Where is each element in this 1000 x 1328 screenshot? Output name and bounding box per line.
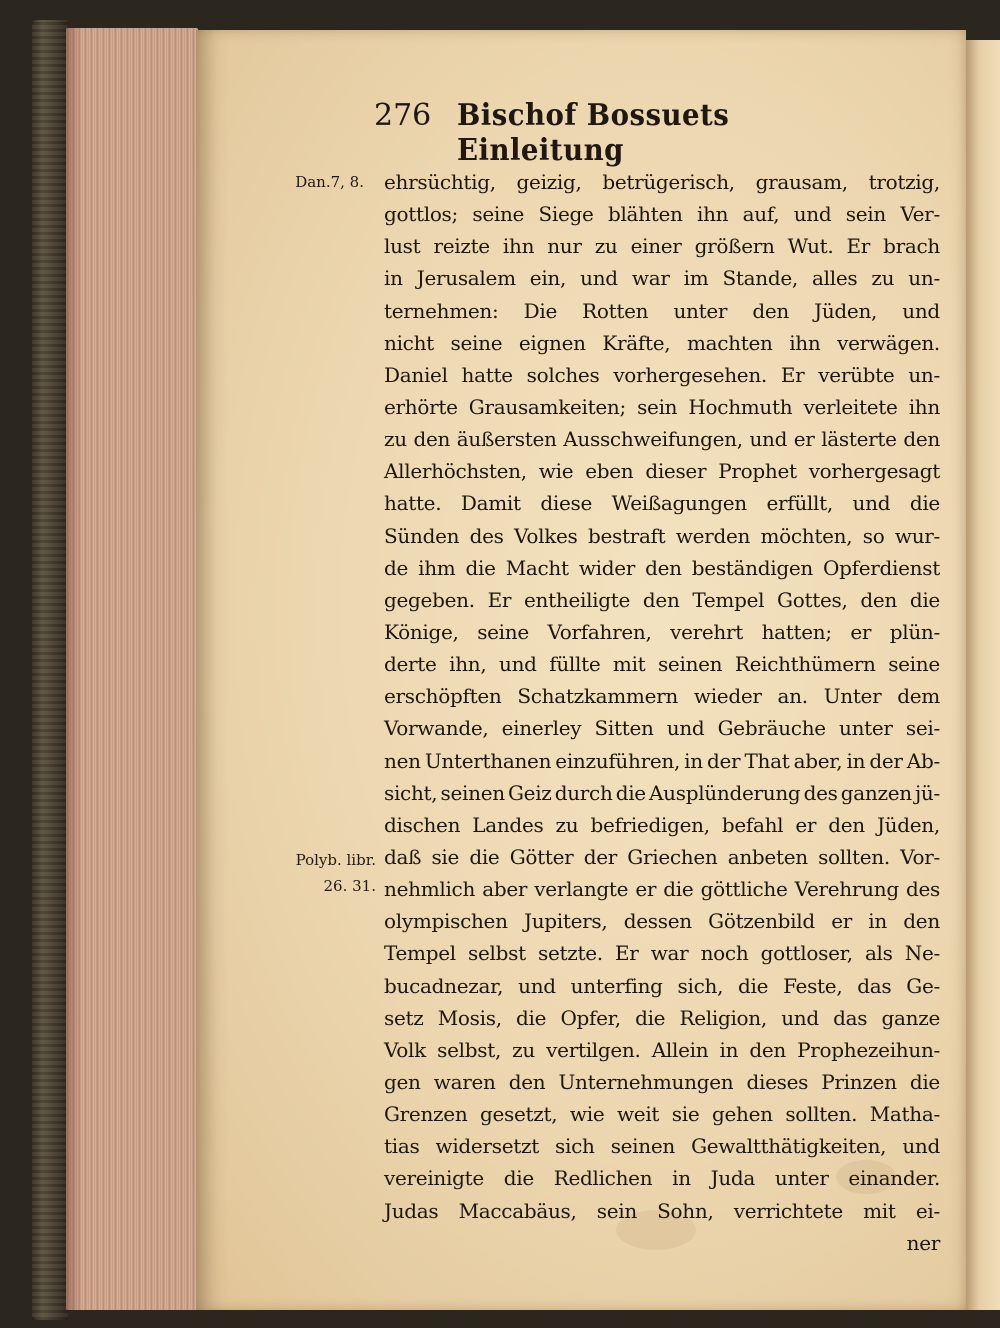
word: entheiligte: [524, 587, 631, 612]
word: ganzen: [840, 780, 912, 805]
word: war: [650, 941, 689, 966]
word: füllte: [549, 652, 601, 677]
word: erschöpften: [384, 684, 502, 709]
word: sei-: [905, 716, 940, 741]
word: sich: [555, 1134, 595, 1159]
word: Religion,: [679, 1005, 767, 1030]
text-line: [384, 1195, 940, 1227]
word: Prinzen: [821, 1069, 897, 1094]
word: anbeten: [727, 844, 808, 869]
word: Jüden,: [876, 812, 940, 837]
word: grausam,: [755, 170, 848, 194]
word: Allerhöchsten,: [384, 459, 527, 484]
word: wider: [578, 555, 636, 580]
word: die: [615, 780, 646, 805]
text-line: [384, 552, 940, 584]
text-line: [384, 648, 940, 680]
word: er: [831, 909, 852, 934]
word: gottlos;: [384, 202, 458, 227]
word: und: [749, 427, 788, 452]
word: Rotten: [582, 298, 649, 323]
word: einer: [630, 234, 682, 259]
word: dieser: [645, 459, 707, 484]
word: sie: [671, 1102, 700, 1127]
word: den: [828, 812, 865, 837]
word: des: [469, 523, 504, 548]
word: vertilgen.: [546, 1037, 641, 1062]
word: den: [749, 1037, 786, 1062]
word: den: [645, 555, 682, 580]
text-line: [384, 1066, 940, 1098]
word: Unterthanen: [424, 748, 552, 773]
word: verleitete: [803, 394, 898, 419]
word: zu: [555, 812, 579, 837]
word: setz: [384, 1005, 424, 1030]
word: gesetzt,: [480, 1102, 558, 1127]
word: hatten;: [761, 619, 832, 644]
word: nehmlich: [384, 877, 476, 902]
word: so: [862, 523, 885, 548]
word: widersetzt: [435, 1134, 539, 1159]
word: Ver-: [900, 202, 940, 227]
word: Prophet: [718, 459, 797, 484]
word: eben: [585, 459, 634, 484]
word: bucadnezar,: [384, 973, 504, 998]
text-line: [384, 520, 940, 552]
text-line: [384, 777, 940, 809]
word: erfüllt,: [766, 491, 833, 516]
text-line: [384, 745, 940, 777]
word: befahl: [721, 812, 784, 837]
book-cover-edge: [32, 20, 68, 1320]
word: Hochmuth: [688, 394, 793, 419]
word: an.: [777, 684, 808, 709]
word: unter: [673, 298, 728, 323]
word: tias: [384, 1134, 420, 1159]
text-line: [384, 809, 940, 841]
facing-page-edge: [966, 40, 1000, 1310]
word: Allein: [651, 1037, 709, 1062]
word: mit: [863, 1198, 896, 1223]
text-line: [384, 166, 940, 198]
word: Verehrung: [794, 877, 899, 902]
word: seine: [477, 619, 529, 644]
word: den: [413, 427, 451, 452]
word: der: [583, 844, 618, 869]
word: Ge-: [906, 973, 940, 998]
margin-note-polybius: [272, 847, 376, 899]
word: noch: [700, 941, 749, 966]
text-line: [384, 327, 940, 359]
word: Judas: [384, 1198, 439, 1223]
word: Daniel: [384, 362, 448, 387]
word: Wut.: [787, 234, 834, 259]
word: de: [384, 555, 409, 580]
word: plün-: [889, 619, 940, 644]
word: ein,: [529, 266, 567, 291]
word: setzte.: [537, 941, 603, 966]
text-line: [384, 873, 940, 905]
word: sich,: [677, 973, 724, 998]
text-line: [384, 262, 940, 294]
word: seine: [888, 652, 940, 677]
text-line: [384, 584, 940, 616]
word: und: [781, 1005, 819, 1030]
word: reizte: [433, 234, 490, 259]
word: blähten: [607, 202, 683, 227]
word: geizig,: [516, 170, 582, 194]
word: Matha-: [869, 1102, 940, 1127]
word: nur: [547, 234, 582, 259]
word: seinen: [657, 652, 723, 677]
text-line: [384, 616, 940, 648]
word: als: [864, 941, 893, 966]
word: aber: [482, 877, 528, 902]
word: zu: [594, 234, 618, 259]
word: wieder: [693, 684, 762, 709]
word: Weißagungen: [611, 491, 747, 516]
word: und: [499, 652, 537, 677]
word: und: [666, 716, 705, 741]
word: er: [795, 812, 817, 837]
word: den: [642, 587, 680, 612]
word: Maccabäus,: [458, 1198, 577, 1223]
text-line: [384, 937, 940, 969]
word: die: [503, 1166, 534, 1191]
word: bestraft: [587, 523, 666, 548]
word: weit: [616, 1102, 660, 1127]
text-line: [384, 970, 940, 1002]
word: den: [860, 587, 897, 612]
word: Jerusalem: [416, 266, 516, 291]
word: gottloser,: [760, 941, 853, 966]
word: Gewaltthätigkeiten,: [691, 1134, 887, 1159]
word: verwägen.: [837, 330, 940, 355]
word: Er: [846, 234, 871, 259]
word: zu: [871, 266, 895, 291]
word: waren: [433, 1069, 496, 1094]
word: in: [672, 1166, 691, 1191]
word: in: [719, 1037, 739, 1062]
word: Macht: [505, 555, 569, 580]
word: Gebräuche: [717, 716, 826, 741]
word: größern: [694, 234, 775, 259]
word: Mosis,: [437, 1005, 502, 1030]
word: dieses: [746, 1069, 809, 1094]
word: zu: [384, 427, 407, 452]
word: seinen: [440, 780, 505, 805]
word: Jüden,: [814, 298, 878, 323]
word: beständigen: [691, 555, 813, 580]
word: sicht,: [384, 780, 438, 805]
text-line: [384, 680, 940, 712]
word: betrügerisch,: [602, 170, 735, 194]
word: Er: [487, 587, 512, 612]
word: Sünden: [384, 523, 460, 548]
word: Grausamkeiten;: [468, 394, 626, 419]
word: Ausschweifungen,: [563, 427, 743, 452]
word: Damit: [460, 491, 521, 516]
word: Vor-: [900, 844, 940, 869]
word: und: [902, 1134, 940, 1159]
word: äußersten: [456, 427, 557, 452]
word: Griechen: [627, 844, 718, 869]
margin-note-line: Polyb. libr.: [295, 851, 376, 869]
word: seine: [450, 330, 503, 355]
word: ihm: [418, 555, 456, 580]
word: wie: [569, 1102, 605, 1127]
word: die: [909, 491, 940, 516]
word: Die: [523, 298, 557, 323]
word: hatte.: [384, 491, 442, 516]
word: Ne-: [904, 941, 940, 966]
word: That: [744, 748, 790, 773]
text-line: [384, 1162, 940, 1194]
word: in: [384, 266, 403, 291]
word: solches: [526, 362, 600, 387]
word: des: [803, 780, 838, 805]
word: Schatzkammern: [517, 684, 678, 709]
text-line: [384, 230, 940, 262]
word: Gottes,: [777, 587, 848, 612]
word: Stande,: [722, 266, 798, 291]
word: sein: [637, 394, 678, 419]
word: gehen: [711, 1102, 773, 1127]
word: dischen: [384, 812, 461, 837]
word: Vorfahren,: [547, 619, 652, 644]
text-line: [384, 487, 940, 519]
word: ternehmen:: [384, 298, 499, 323]
word: ihn: [697, 202, 729, 227]
word: und: [902, 298, 940, 323]
word: die: [516, 1005, 547, 1030]
text-line: [384, 1034, 940, 1066]
word: vorhergesehen.: [613, 362, 767, 387]
word: der: [707, 748, 741, 773]
word: ihn: [908, 394, 940, 419]
word: verehrt: [670, 619, 744, 644]
word: möchten,: [760, 523, 853, 548]
word: und: [518, 973, 556, 998]
word: die: [909, 1069, 940, 1094]
word: machten: [686, 330, 773, 355]
word: die: [465, 555, 496, 580]
page-number: 276: [374, 98, 432, 133]
text-line: [384, 198, 940, 230]
word: dem: [897, 684, 940, 709]
word: un-: [908, 362, 940, 387]
word: vorhergesagt: [808, 459, 940, 484]
word: erhörte: [384, 394, 458, 419]
word: Ausplünderung: [649, 780, 801, 805]
word: lust: [384, 234, 421, 259]
word: er: [793, 427, 815, 452]
word: göttliche: [700, 877, 788, 902]
word: das: [857, 973, 892, 998]
word: Opferdienst: [823, 555, 940, 580]
word: des: [905, 877, 940, 902]
word: Könige,: [384, 619, 459, 644]
word: sie: [431, 844, 460, 869]
word: ei-: [915, 1198, 940, 1223]
word: Volkes: [514, 523, 578, 548]
word: sein: [845, 202, 886, 227]
word: Unternehmungen: [558, 1069, 734, 1094]
text-line: [384, 841, 940, 873]
word: befriedigen,: [590, 812, 710, 837]
word: Kräfte,: [602, 330, 671, 355]
word: Juda: [710, 1166, 756, 1191]
word: olympischen: [384, 909, 508, 934]
word: den: [752, 298, 789, 323]
word: nen: [384, 748, 421, 773]
word: in: [684, 748, 703, 773]
word: nicht: [384, 330, 434, 355]
word: einzuführen,: [555, 748, 681, 773]
word: sein: [596, 1198, 637, 1223]
word: Ab-: [906, 748, 940, 773]
word: durch: [554, 780, 613, 805]
word: Feste,: [783, 973, 843, 998]
word: einerley: [501, 716, 582, 741]
word: unterfing: [570, 973, 663, 998]
word: gegeben.: [384, 587, 475, 612]
word: Er: [780, 362, 805, 387]
word: hatte: [461, 362, 513, 387]
word: Volk: [384, 1037, 426, 1062]
text-line: [384, 423, 940, 455]
text-line: [384, 295, 940, 327]
word: Grenzen: [384, 1102, 468, 1127]
word: den: [903, 909, 940, 934]
word: alles: [812, 266, 858, 291]
word: Jupiters,: [523, 909, 608, 934]
page-block-edges: [66, 28, 198, 1310]
word: Siege: [538, 202, 594, 227]
word: das: [833, 1005, 868, 1030]
text-line: [384, 1002, 940, 1034]
word: verübte: [818, 362, 895, 387]
word: unter: [774, 1166, 829, 1191]
word: werden: [675, 523, 751, 548]
word: der: [869, 748, 903, 773]
word: ehrsüchtig,: [384, 170, 496, 194]
word: un-: [908, 266, 940, 291]
margin-note-daniel: Dan.7, 8.: [295, 173, 364, 191]
word: Vorwande,: [384, 716, 489, 741]
catchword: ner: [906, 1230, 940, 1255]
word: lästerte: [821, 427, 897, 452]
word: vereinigte: [384, 1166, 484, 1191]
word: zu: [512, 1037, 535, 1062]
word: die: [909, 587, 940, 612]
word: Reichthümern: [734, 652, 876, 677]
word: ihn,: [449, 652, 487, 677]
word: verrichtete: [733, 1198, 843, 1223]
text-line: [384, 1098, 940, 1130]
word: unter: [839, 716, 893, 741]
word: gen: [384, 1069, 421, 1094]
word: Geiz: [507, 780, 552, 805]
word: wur-: [894, 523, 940, 548]
text-line: [384, 1130, 940, 1162]
word: aber,: [793, 748, 843, 773]
word: einander.: [848, 1166, 940, 1191]
word: sollten.: [818, 844, 890, 869]
word: Götzenbild: [708, 909, 815, 934]
word: Tempel: [384, 941, 456, 966]
running-head-title: Bischof Bossuets Einleitung: [457, 98, 730, 168]
word: die: [738, 973, 769, 998]
word: und: [852, 491, 891, 516]
word: selbst,: [437, 1037, 501, 1062]
word: im: [683, 266, 709, 291]
word: trotzig,: [868, 170, 940, 194]
word: in: [868, 909, 887, 934]
text-line: [384, 391, 940, 423]
word: daß: [384, 844, 422, 869]
word: er: [850, 619, 872, 644]
word: seine: [472, 202, 525, 227]
word: die: [663, 877, 694, 902]
word: ihn: [502, 234, 535, 259]
word: ihn: [789, 330, 821, 355]
word: Unter: [823, 684, 882, 709]
text-line: [384, 905, 940, 937]
word: Er: [614, 941, 639, 966]
word: verlangte: [534, 877, 629, 902]
word: er: [635, 877, 657, 902]
word: wie: [538, 459, 574, 484]
word: derte: [384, 652, 437, 677]
word: selbst: [468, 941, 526, 966]
word: jü-: [915, 780, 940, 805]
text-line: [384, 359, 940, 391]
word: seinen: [610, 1134, 675, 1159]
word: Sohn,: [657, 1198, 714, 1223]
word: ganze: [881, 1005, 940, 1030]
word: brach: [883, 234, 940, 259]
word: Sitten: [594, 716, 654, 741]
word: mit: [612, 652, 646, 677]
body-text: [384, 166, 940, 1259]
margin-note-line: 26. 31.: [323, 877, 376, 895]
word: diese: [540, 491, 592, 516]
word: Tempel: [692, 587, 765, 612]
word: eignen: [518, 330, 586, 355]
word: Landes: [472, 812, 544, 837]
word: dessen: [623, 909, 692, 934]
word: sollten.: [785, 1102, 858, 1127]
word: war: [631, 266, 670, 291]
word: die: [469, 844, 500, 869]
running-head: [374, 98, 854, 168]
text-line: [384, 455, 940, 487]
word: Redlichen: [553, 1166, 653, 1191]
word: und: [580, 266, 618, 291]
word: den: [903, 427, 940, 452]
word: den: [508, 1069, 546, 1094]
word: die: [635, 1005, 666, 1030]
word: und: [793, 202, 832, 227]
word: in: [846, 748, 866, 773]
word: Opfer,: [560, 1005, 621, 1030]
word: Prophezeihun-: [797, 1037, 940, 1062]
text-line: [384, 712, 940, 744]
word: auf,: [742, 202, 780, 227]
word: Götter: [509, 844, 574, 869]
